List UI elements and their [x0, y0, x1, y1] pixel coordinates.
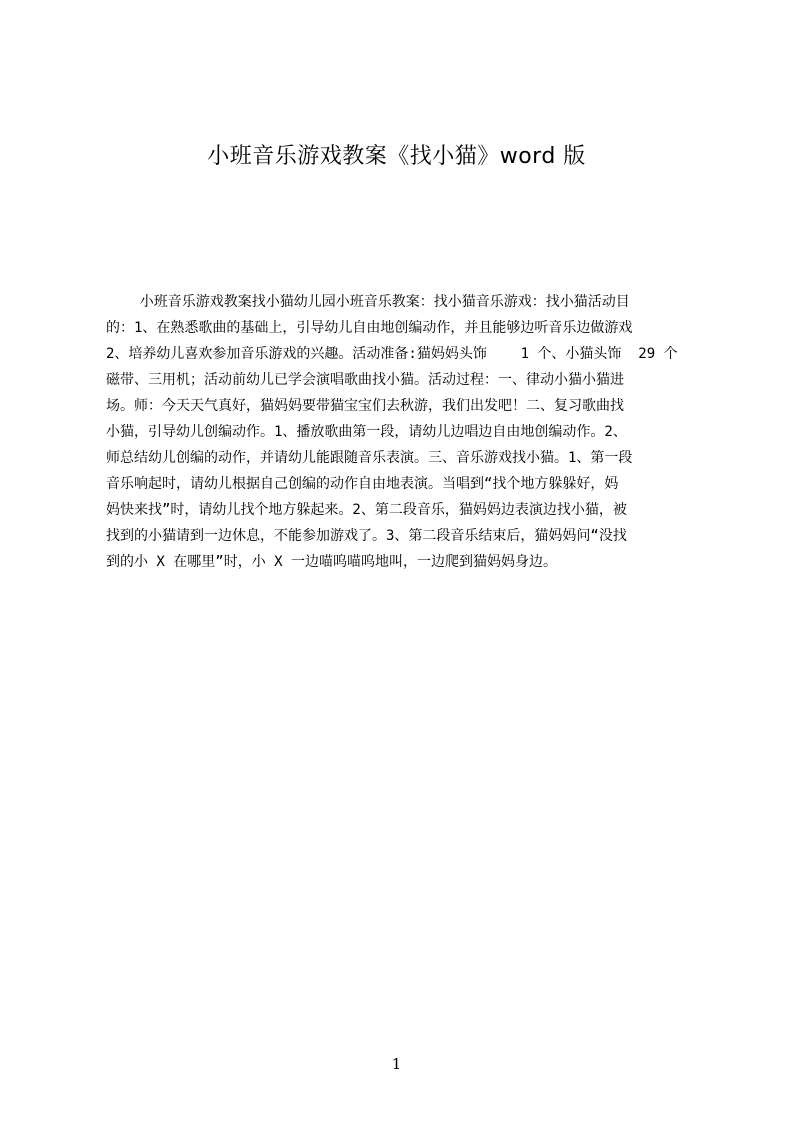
document-title: 小班音乐游戏教案《找小猫》word 版: [207, 144, 586, 169]
body-line: 师总结幼儿创编的动作，并请幼儿能跟随音乐表演。三、音乐游戏找小猫。1、第一段: [106, 450, 633, 466]
body-line: 2、培养幼儿喜欢参加音乐游戏的兴趣。活动准备:猫妈妈头饰 1 个、小猫头饰 29 个: [106, 346, 678, 362]
body-line: 小班音乐游戏教案找小猫幼儿园小班音乐教案：找小猫音乐游戏：找小猫活动目: [106, 294, 630, 310]
body-line: 场。师：今天天气真好，猫妈妈要带猫宝宝们去秋游，我们出发吧！二、复习歌曲找: [106, 398, 624, 414]
body-line: 找到的小猫请到一边休息，不能参加游戏了。3、第二段音乐结束后，猫妈妈问“没找: [106, 528, 627, 544]
body-line: 的：1、在熟悉歌曲的基础上，引导幼儿自由地创编动作，并且能够边听音乐边做游戏: [106, 320, 633, 336]
body-line: 到的小 X 在哪里”时，小 X 一边喵呜喵呜地叫，一边爬到猫妈妈身边。: [106, 554, 557, 570]
body-line: 音乐响起时，请幼儿根据自己创编的动作自由地表演。当唱到“找个地方躲躲好，妈: [106, 476, 619, 492]
body-paragraph: [106, 289, 698, 575]
body-line: 妈快来找”时，请幼儿找个地方躲起来。2、第二段音乐，猫妈妈边表演边找小猫，被: [106, 502, 627, 518]
body-line: 磁带、三用机；活动前幼儿已学会演唱歌曲找小猫。活动过程：一、律动小猫小猫进: [106, 372, 624, 388]
page-number: 1: [391, 1055, 402, 1073]
body-line: 小猫，引导幼儿创编动作。1、播放歌曲第一段，请幼儿边唱边自由地创编动作。2、: [106, 424, 627, 440]
